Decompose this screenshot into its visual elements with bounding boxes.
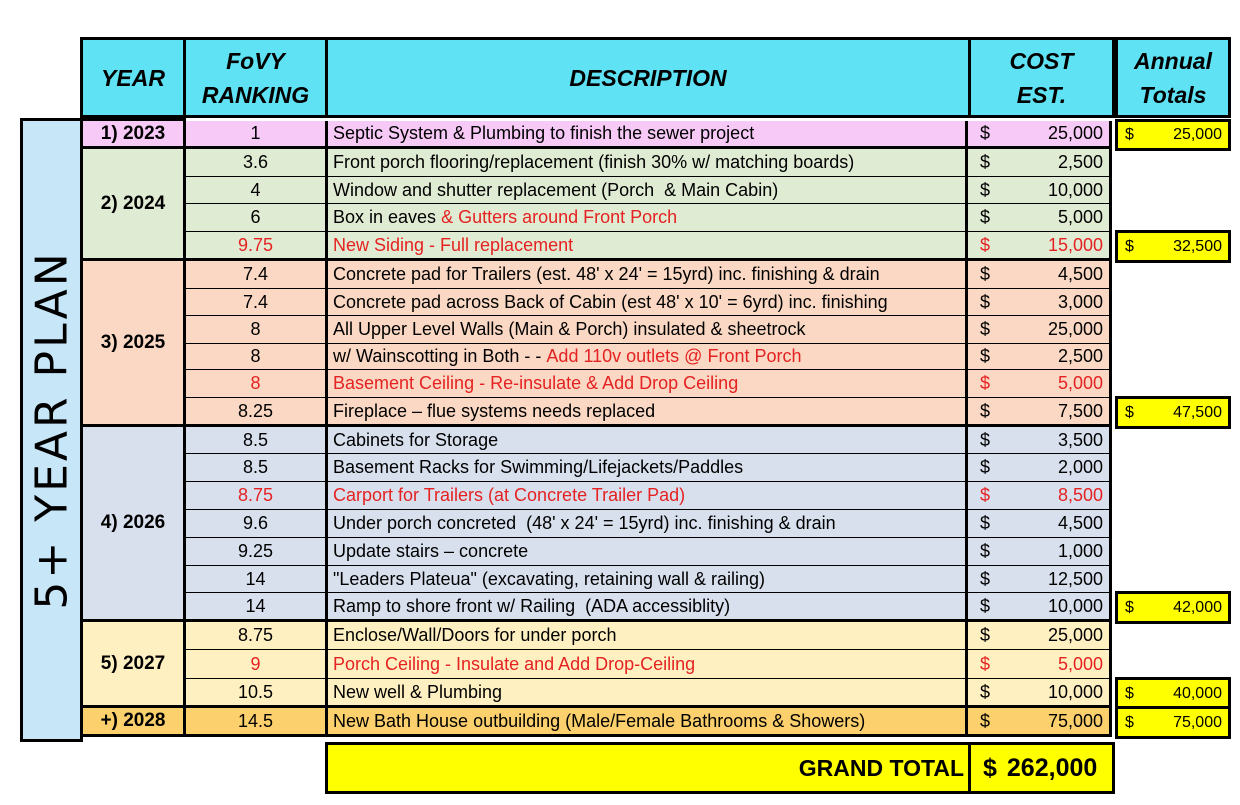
header-year-label: YEAR [101, 64, 165, 91]
table-row [186, 289, 1112, 316]
table-row [186, 622, 1112, 650]
cost-value: 8,500 [1057, 485, 1103, 505]
description-cell [328, 177, 968, 203]
cost-cell [968, 232, 1112, 258]
cost-value: 25,000 [1047, 625, 1103, 645]
grand-total-currency: $ [983, 753, 997, 782]
cost-cell [968, 261, 1112, 288]
description-cell [328, 593, 968, 619]
description-text: Septic System & Plumbing to finish the sewer project [333, 123, 755, 143]
cost-value: 25,000 [1047, 319, 1103, 339]
header-cost-line2: EST. [1016, 81, 1067, 108]
description-text: Basement Racks for Swimming/Lifejackets/Paddles [333, 457, 744, 477]
ranking-cell: 1 [186, 121, 328, 146]
annual-total-value: 40,000 [1173, 684, 1222, 702]
table-row [186, 427, 1112, 454]
table-row [186, 566, 1112, 593]
description-text: Box in eaves [333, 207, 442, 227]
plan-label: 5+ YEAR PLAN [26, 250, 77, 610]
cost-currency: $ [980, 179, 991, 200]
cost-cell [968, 177, 1112, 203]
cost-currency: $ [980, 485, 991, 505]
description-text: New Bath House outbuilding (Male/Female Bathrooms & Showers) [333, 710, 866, 731]
cost-cell [968, 538, 1112, 565]
description-cell [328, 232, 968, 258]
description-cell [328, 622, 968, 649]
cost-currency: $ [980, 264, 991, 284]
cost-currency: $ [980, 123, 991, 143]
cost-cell [968, 679, 1112, 705]
description-text: Under porch concreted (48' x 24' = 15yrd) inc. finishing & drain [333, 513, 836, 533]
annual-total-cell [1115, 706, 1231, 739]
description-cell [328, 650, 968, 678]
header-description [325, 37, 971, 118]
cost-cell [968, 344, 1112, 369]
description-text: Basement Ceiling - Re-insulate & Add Drop Ceiling [333, 373, 739, 393]
table-row [186, 679, 1112, 708]
annual-total-currency: $ [1125, 598, 1134, 616]
cost-value: 3,500 [1057, 429, 1103, 450]
cost-currency: $ [980, 568, 991, 589]
cost-value: 75,000 [1047, 710, 1103, 731]
ranking-cell: 8.5 [186, 454, 328, 481]
cost-cell [968, 398, 1112, 424]
cost-currency: $ [980, 319, 991, 339]
ranking-cell: 14 [186, 566, 328, 592]
description-cell [328, 398, 968, 424]
description-text: Concrete pad across Back of Cabin (est 48' x 10' = 6yrd) inc. finishing [333, 291, 888, 312]
description-text: Front porch flooring/replacement (finish 30% w/ matching boards) [333, 152, 855, 172]
ranking-cell: 7.4 [186, 261, 328, 288]
description-text: New Siding - Full replacement [333, 234, 574, 255]
table-row [186, 650, 1112, 679]
cost-currency: $ [980, 291, 991, 312]
plan-sidebar [20, 118, 83, 742]
cost-cell [968, 650, 1112, 678]
cost-value: 4,500 [1057, 264, 1103, 284]
description-red-text: & Gutters around Front Porch [441, 207, 678, 227]
annual-total-cell [1115, 230, 1231, 263]
table-row [186, 482, 1112, 510]
cost-cell [968, 149, 1112, 176]
header-annual-line1: Annual [1134, 47, 1212, 74]
annual-total-cell [1115, 119, 1231, 151]
ranking-cell: 8 [186, 370, 328, 397]
cost-cell [968, 454, 1112, 481]
cost-cell [968, 708, 1112, 734]
header-cost-line1: COST [1009, 47, 1074, 74]
cost-cell [968, 121, 1112, 146]
table-row [186, 398, 1112, 427]
annual-total-value: 75,000 [1173, 713, 1222, 731]
cost-value: 5,000 [1057, 207, 1103, 227]
cost-currency: $ [980, 152, 991, 172]
year-cell [80, 705, 186, 737]
table-row [186, 370, 1112, 398]
cost-currency: $ [980, 400, 991, 421]
description-cell [328, 316, 968, 343]
cost-cell [968, 289, 1112, 315]
grand-total-value: 262,000 [1006, 753, 1098, 782]
description-cell [328, 708, 968, 734]
grand-total-value-box [968, 742, 1115, 794]
description-cell [328, 482, 968, 509]
cost-value: 5,000 [1057, 373, 1103, 393]
description-text: New well & Plumbing [333, 681, 503, 702]
ranking-cell: 8.5 [186, 427, 328, 453]
cost-value: 5,000 [1057, 653, 1103, 674]
cost-cell [968, 622, 1112, 649]
header-annual [1115, 37, 1231, 118]
table-row [186, 454, 1112, 482]
table-row [186, 344, 1112, 370]
ranking-cell: 10.5 [186, 679, 328, 705]
cost-value: 2,000 [1057, 457, 1103, 477]
table-row [186, 232, 1112, 261]
year-cell [80, 118, 186, 149]
description-cell [328, 121, 968, 146]
ranking-cell: 9 [186, 650, 328, 678]
cost-value: 3,000 [1057, 291, 1103, 312]
year-label: 2) 2024 [100, 192, 166, 214]
description-cell [328, 679, 968, 705]
description-cell [328, 370, 968, 397]
cost-cell [968, 566, 1112, 592]
annual-total-value: 32,500 [1173, 237, 1222, 255]
ranking-cell: 6 [186, 204, 328, 231]
cost-value: 10,000 [1047, 595, 1103, 616]
header-ranking-line2: RANKING [201, 81, 310, 108]
ranking-cell: 9.6 [186, 510, 328, 537]
ranking-cell: 8 [186, 344, 328, 369]
annual-total-cell [1115, 396, 1231, 429]
cost-value: 1,000 [1057, 541, 1103, 561]
description-text: Cabinets for Storage [333, 429, 499, 450]
cost-currency: $ [980, 541, 991, 561]
annual-total-currency: $ [1125, 713, 1134, 731]
cost-value: 2,500 [1057, 346, 1103, 366]
cost-cell [968, 370, 1112, 397]
description-text: All Upper Level Walls (Main & Porch) insulated & sheetrock [333, 319, 806, 339]
description-cell [328, 510, 968, 537]
ranking-cell: 4 [186, 177, 328, 203]
cost-currency: $ [980, 595, 991, 616]
header-ranking-line1: FoVY [226, 47, 285, 74]
cost-value: 2,500 [1057, 152, 1103, 172]
cost-currency: $ [980, 207, 991, 227]
annual-total-currency: $ [1125, 237, 1134, 255]
year-label: 4) 2026 [100, 512, 166, 533]
description-cell [328, 344, 968, 369]
annual-total-value: 47,500 [1173, 403, 1222, 421]
cost-currency: $ [980, 625, 991, 645]
description-text: Porch Ceiling - Insulate and Add Drop-Ceiling [333, 653, 696, 674]
table-row [186, 316, 1112, 344]
ranking-cell: 7.4 [186, 289, 328, 315]
cost-currency: $ [980, 234, 991, 255]
annual-total-cell [1115, 591, 1231, 624]
cost-currency: $ [980, 513, 991, 533]
year-label: +) 2028 [100, 710, 166, 731]
cost-cell [968, 593, 1112, 619]
ranking-cell: 14 [186, 593, 328, 619]
header-description-label: DESCRIPTION [569, 64, 727, 91]
cost-value: 4,500 [1057, 513, 1103, 533]
description-text: Ramp to shore front w/ Railing (ADA accessiblity) [333, 595, 731, 616]
table-row [186, 261, 1112, 289]
annual-total-value: 42,000 [1173, 598, 1222, 616]
grand-total-label-box [325, 742, 971, 794]
year-cell [80, 424, 186, 622]
grand-total-label: GRAND TOTAL [798, 754, 964, 781]
table-row [186, 149, 1112, 177]
header-cost [968, 37, 1115, 118]
cost-currency: $ [980, 457, 991, 477]
header-ranking [183, 37, 328, 118]
year-cell [80, 258, 186, 427]
year-cell [80, 619, 186, 708]
annual-total-currency: $ [1125, 126, 1134, 143]
cost-value: 12,500 [1047, 568, 1103, 589]
cost-currency: $ [980, 710, 991, 731]
ranking-cell: 14.5 [186, 708, 328, 734]
description-cell [328, 566, 968, 592]
description-cell [328, 261, 968, 288]
description-cell [328, 289, 968, 315]
ranking-cell: 8.75 [186, 622, 328, 649]
table-row [186, 593, 1112, 622]
table-row [186, 177, 1112, 204]
description-cell [328, 427, 968, 453]
table-row [186, 538, 1112, 566]
description-text: Update stairs – concrete [333, 541, 529, 561]
year-cell [80, 146, 186, 261]
ranking-cell: 3.6 [186, 149, 328, 176]
cost-cell [968, 204, 1112, 231]
description-text: w/ Wainscotting in Both - - [333, 346, 547, 366]
table-row [186, 204, 1112, 232]
table-row [186, 708, 1112, 737]
cost-value: 10,000 [1047, 681, 1103, 702]
cost-value: 7,500 [1057, 400, 1103, 421]
description-text: Fireplace – flue systems needs replaced [333, 400, 656, 421]
ranking-cell: 8 [186, 316, 328, 343]
cost-currency: $ [980, 346, 991, 366]
cost-cell [968, 510, 1112, 537]
description-text: "Leaders Plateua" (excavating, retaining wall & railing) [333, 568, 766, 589]
description-red-text: Add 110v outlets @ Front Porch [546, 346, 802, 366]
cost-value: 10,000 [1047, 179, 1103, 200]
description-text: Enclose/Wall/Doors for under porch [333, 625, 617, 645]
ranking-cell: 8.75 [186, 482, 328, 509]
year-label: 1) 2023 [100, 122, 166, 144]
description-text: Window and shutter replacement (Porch & Main Cabin) [333, 179, 779, 200]
ranking-cell: 9.75 [186, 232, 328, 258]
cost-value: 25,000 [1047, 123, 1103, 143]
annual-total-currency: $ [1125, 684, 1134, 702]
year-label: 3) 2025 [100, 331, 166, 353]
cost-currency: $ [980, 681, 991, 702]
annual-total-currency: $ [1125, 403, 1134, 421]
table-row [186, 510, 1112, 538]
description-text: Carport for Trailers (at Concrete Trailer Pad) [333, 485, 686, 505]
header-annual-line2: Totals [1139, 81, 1207, 108]
cost-cell [968, 482, 1112, 509]
description-cell [328, 538, 968, 565]
cost-currency: $ [980, 429, 991, 450]
cost-currency: $ [980, 373, 991, 393]
header-year [80, 37, 186, 118]
description-cell [328, 454, 968, 481]
annual-total-value: 25,000 [1173, 126, 1222, 143]
cost-currency: $ [980, 653, 991, 674]
description-cell [328, 204, 968, 231]
ranking-cell: 8.25 [186, 398, 328, 424]
description-text: Concrete pad for Trailers (est. 48' x 24' = 15yrd) inc. finishing & drain [333, 264, 880, 284]
table-row [186, 121, 1112, 149]
description-cell [328, 149, 968, 176]
cost-cell [968, 316, 1112, 343]
cost-cell [968, 427, 1112, 453]
cost-value: 15,000 [1047, 234, 1103, 255]
ranking-cell: 9.25 [186, 538, 328, 565]
year-label: 5) 2027 [100, 652, 166, 674]
